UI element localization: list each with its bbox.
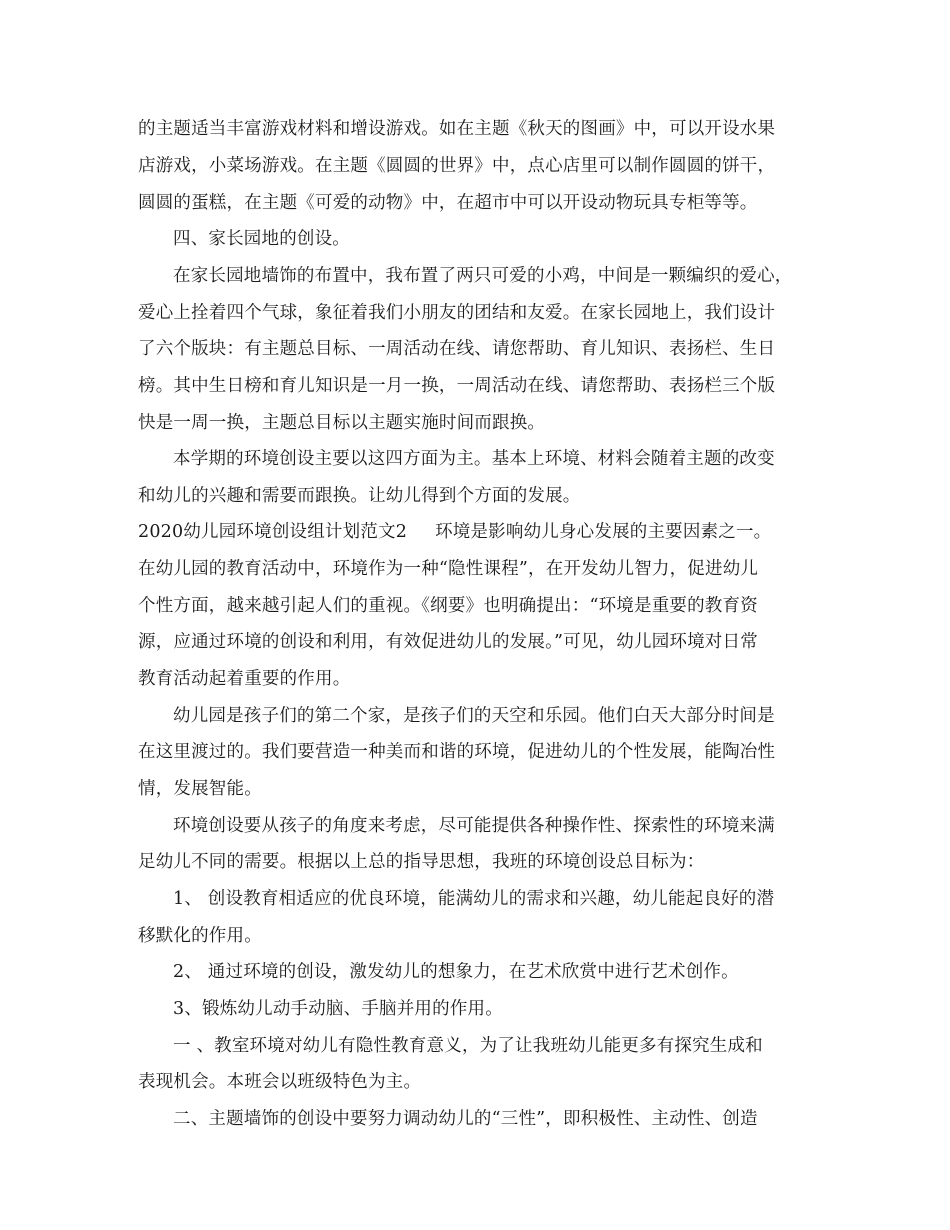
text-line: 快是一周一换，主题总目标以主题实施时间而跟换。 (138, 413, 546, 433)
text-line: 本学期的环境创设主要以这四方面为主。基本上环境、材料会随着主题的改变 (173, 449, 775, 469)
text-line: 店游戏，小菜场游戏。在主题《圆圆的世界》中，点心店里可以制作圆圆的饼干， (138, 156, 776, 176)
text-line: 榜。其中生日榜和育儿知识是一月一换，一周活动在线、请您帮助、表扬栏三个版 (138, 376, 776, 396)
list-item: 3、锻炼幼儿动手动脑、手脑并用的作用。 (173, 999, 503, 1019)
text-line: 在这里渡过的。我们要营造一种美而和谐的环境，促进幼儿的个性发展，能陶冶性 (138, 742, 776, 762)
text-line: 了六个版块：有主题总目标、一周活动在线、请您帮助、育儿知识、表扬栏、生日 (138, 339, 776, 359)
text-line: 环境创设要从孩子的角度来考虑，尽可能提供各种操作性、探索性的环境来满 (173, 816, 775, 836)
article-title: 2020幼儿园环境创设组计划范文2 (138, 522, 408, 542)
list-item: 2、 通过环境的创设，激发幼儿的想象力，在艺术欣赏中进行艺术创作。 (173, 962, 739, 982)
text-line: 和幼儿的兴趣和需要而跟换。让幼儿得到个方面的发展。 (138, 486, 581, 506)
text-line: 在家长园地墙饰的布置中，我布置了两只可爱的小鸡，中间是一颗编织的爱心， (173, 266, 793, 286)
text-line: 情，发展智能。 (138, 779, 262, 799)
text-line: 足幼儿不同的需要。根据以上总的指导思想，我班的环境创设总目标为： (138, 852, 705, 872)
text-line: 源，应通过环境的创设和利用，有效促进幼儿的发展。”可见，幼儿园环境对日常 (138, 632, 758, 652)
list-item: 二、主题墙饰的创设中要努力调动幼儿的“三性”，即积极性、主动性、创造 (173, 1109, 758, 1129)
text-line: 在幼儿园的教育活动中，环境作为一种“隐性课程”，在开发幼儿智力，促进幼儿 (138, 559, 759, 579)
text-line: 移默化的作用。 (138, 926, 262, 946)
list-item: 一 、教室环境对幼儿有隐性教育意义，为了让我班幼儿能更多有探究生成和 (173, 1036, 763, 1056)
text-line: 表现机会。本班会以班级特色为主。 (138, 1072, 422, 1092)
article-title-line (138, 521, 828, 543)
text-line: 个性方面，越来越引起人们的重视。《纲要》也明确提出：“环境是重要的教育资 (138, 596, 758, 616)
section-heading: 四、家长园地的创设。 (173, 229, 350, 249)
text-line: 爱心上拴着四个气球，象征着我们小朋友的团结和友爱。在家长园地上，我们设计 (138, 303, 776, 323)
text-line: 环境是影响幼儿身心发展的主要因素之一。 (435, 522, 772, 542)
text-line: 教育活动起着重要的作用。 (138, 669, 351, 689)
list-item: 1、 创设教育相适应的优良环境，能满幼儿的需求和兴趣，幼儿能起良好的潜 (173, 889, 775, 909)
text-line: 的主题适当丰富游戏材料和增设游戏。如在主题《秋天的图画》中，可以开设水果 (138, 119, 776, 139)
text-line: 幼儿园是孩子们的第二个家，是孩子们的天空和乐园。他们白天大部分时间是 (173, 706, 775, 726)
text-line: 圆圆的蛋糕，在主题《可爱的动物》中，在超市中可以开设动物玩具专柜等等。 (138, 193, 758, 213)
